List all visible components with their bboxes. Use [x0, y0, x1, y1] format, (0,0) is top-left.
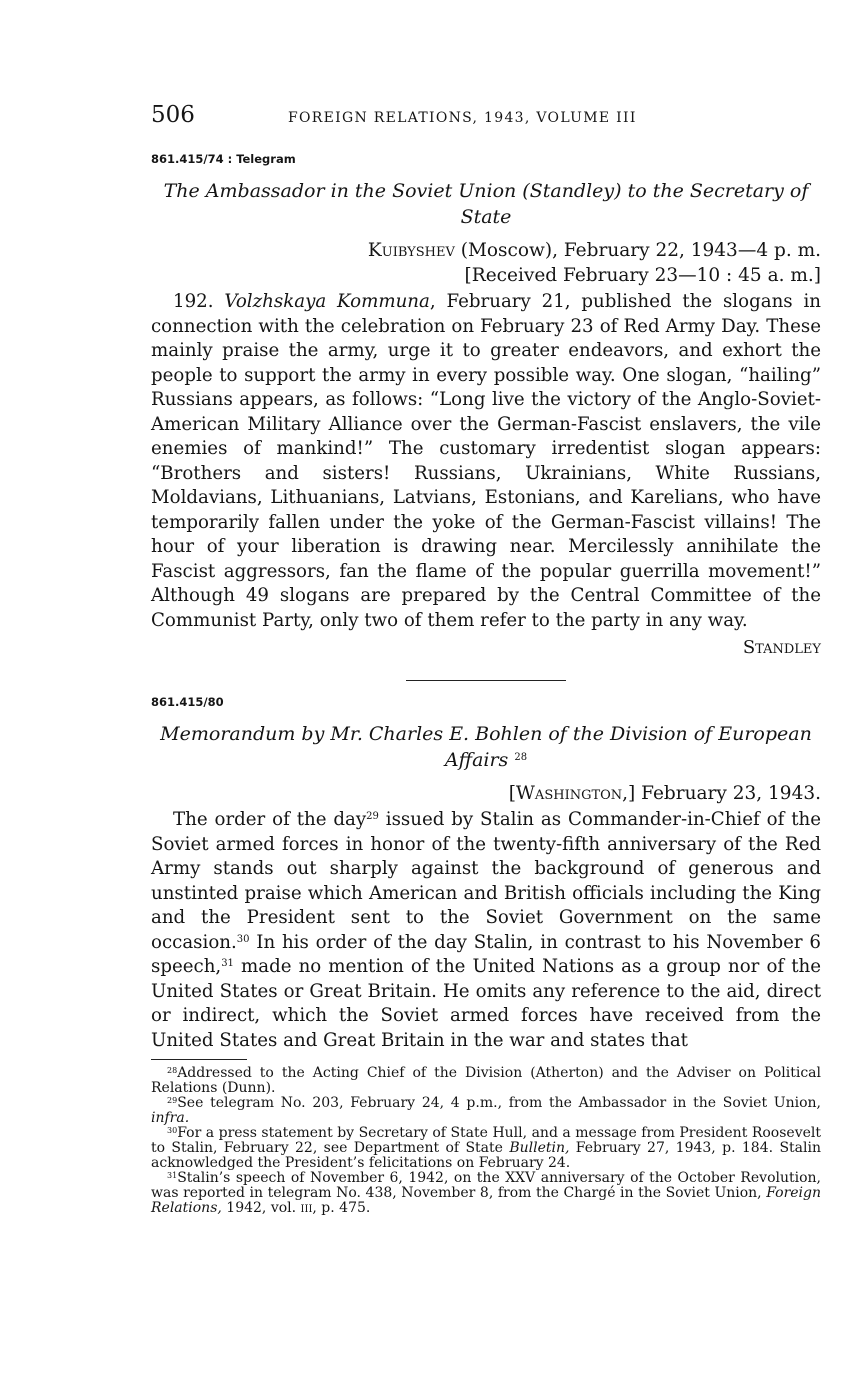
footnote-mark: 31: [167, 1171, 178, 1180]
page-header: [151, 102, 821, 138]
paragraph-text: made no mention of the United Nations as a group nor of the United States or Great Britain. He omits any reference to the aid, direct or indirect, which the Soviet armed forces have received from the United States and Great Britain in the war and states that: [151, 956, 821, 1051]
dateline: [151, 238, 821, 263]
footnote-ref: 30: [236, 933, 250, 945]
paragraph: [151, 290, 821, 633]
footnote-italic: infra.: [151, 1110, 190, 1126]
footnote-text: Stalin’s speech of November 6, 1942, on the XXV anniversary of the October Revolution, was reported in telegram No. 438, November 8, from the Chargé in the Soviet Union,: [151, 1170, 821, 1201]
footnote-text: See telegram No. 203, February 24, 4 p.m., from the Ambassador in the Soviet Union,: [177, 1095, 821, 1111]
footnote-mark: 30: [167, 1126, 178, 1135]
footnote-divider: [151, 1059, 247, 1060]
footnote-text: February 27, 1943, p. 184. Stalin acknowledged the President’s felicitations on February 24.: [151, 1140, 821, 1171]
footnote-ref: 29: [366, 811, 379, 822]
telegram-body: [151, 290, 821, 633]
dateline-place: Kuibyshev: [367, 240, 455, 261]
footnotes: [151, 1066, 821, 1216]
footnote: [151, 1171, 821, 1216]
running-head: FOREIGN RELATIONS, 1943, VOLUME III: [288, 110, 637, 126]
footnote-mark: 28: [167, 1066, 178, 1075]
title-text: Memorandum by Mr. Charles E. Bohlen of the Division of European Affairs: [160, 723, 812, 771]
footnote-italic: Bulletin,: [509, 1140, 570, 1156]
dateline-date: ,] February 23, 1943.: [622, 783, 821, 804]
paragraph-text: issued by Stalin as Commander-in-Chief of the Soviet armed forces in honor of the twenty-fifth anniversary of the Red Army stands out sharply against the background of generous and unstinted praise which American and British officials including the King and the President sent to the Soviet Government on the same occasion.: [151, 809, 821, 953]
document-page: [151, 102, 821, 1216]
memorandum-body: [151, 808, 821, 1053]
page-number: 506: [151, 102, 195, 128]
footnote-text: For a press statement by Secretary of State Hull, and a message from President Roosevelt to Stalin, February 22, see Department of State: [151, 1125, 821, 1156]
dateline-bracket: [: [508, 783, 516, 804]
footnote-italic: Foreign Relations,: [151, 1185, 821, 1216]
section-divider: [406, 680, 566, 681]
footnote: [151, 1126, 821, 1171]
document-title: The Ambassador in the Soviet Union (Standley) to the Secretary of State: [163, 180, 809, 228]
footnote-text: , p. 475.: [312, 1200, 371, 1216]
paragraph-text: In his order of the day Stalin, in contrast to his November 6 speech,: [151, 931, 821, 977]
footnote: [151, 1096, 821, 1126]
footnote-ref: 28: [514, 752, 528, 763]
footnote-mark: 29: [167, 1096, 178, 1105]
paragraph-text: , February 21, published the slogans in connection with the celebration on February 23 of Red Army Day. These mainly praise the army, urge it to greater endeavors, and exhort the people to support the army in every possible way. One slogan, “hailing” Russians appears, as follows: “Long live the victory of the Anglo-Soviet-American Military Alliance over the German-Fascist enslavers, the vile enemies of mankind!” The customary irredentist slogan appears: “Brothers and sisters! Russians, Ukrainians, White Russians, Moldavians, Lithuanians, Latvians, Estonians, and Karelians, who have temporarily fallen under the yoke of the German-Fascist villains! The hour of your liberation is drawing near. Mercilessly annihilate the Fascist aggressors, fan the flame of the popular guerrilla movement!” Although 49 slogans are prepared by the Central Committee of the Communist Party, only two of them refer to the party in any way.: [151, 291, 821, 631]
file-number: 861.415/80: [151, 695, 224, 709]
newspaper-name: Volzhskaya Kommuna: [224, 291, 430, 312]
file-number: 861.415/74 : Telegram: [151, 152, 296, 166]
received-line: [Received February 23—10 : 45 a. m.]: [464, 265, 821, 286]
paragraph: [151, 808, 821, 1053]
signature: Standley: [742, 637, 821, 658]
footnote-text: Addressed to the Acting Chief of the Division (Atherton) and the Adviser on Political Relations (Dunn).: [151, 1065, 821, 1096]
dateline-date: (Moscow), February 22, 1943—4 p. m.: [454, 240, 821, 261]
footnote-text: 1942, vol.: [221, 1200, 301, 1216]
footnote-ref: 31: [221, 958, 234, 969]
dateline-place: Washington: [515, 783, 623, 804]
footnote: [151, 1066, 821, 1096]
paragraph-number: 192.: [173, 291, 225, 312]
footnote-volume: iii: [300, 1200, 313, 1216]
dateline: [151, 781, 821, 806]
paragraph-text: The order of the day: [173, 809, 367, 830]
document-title: [151, 721, 821, 773]
